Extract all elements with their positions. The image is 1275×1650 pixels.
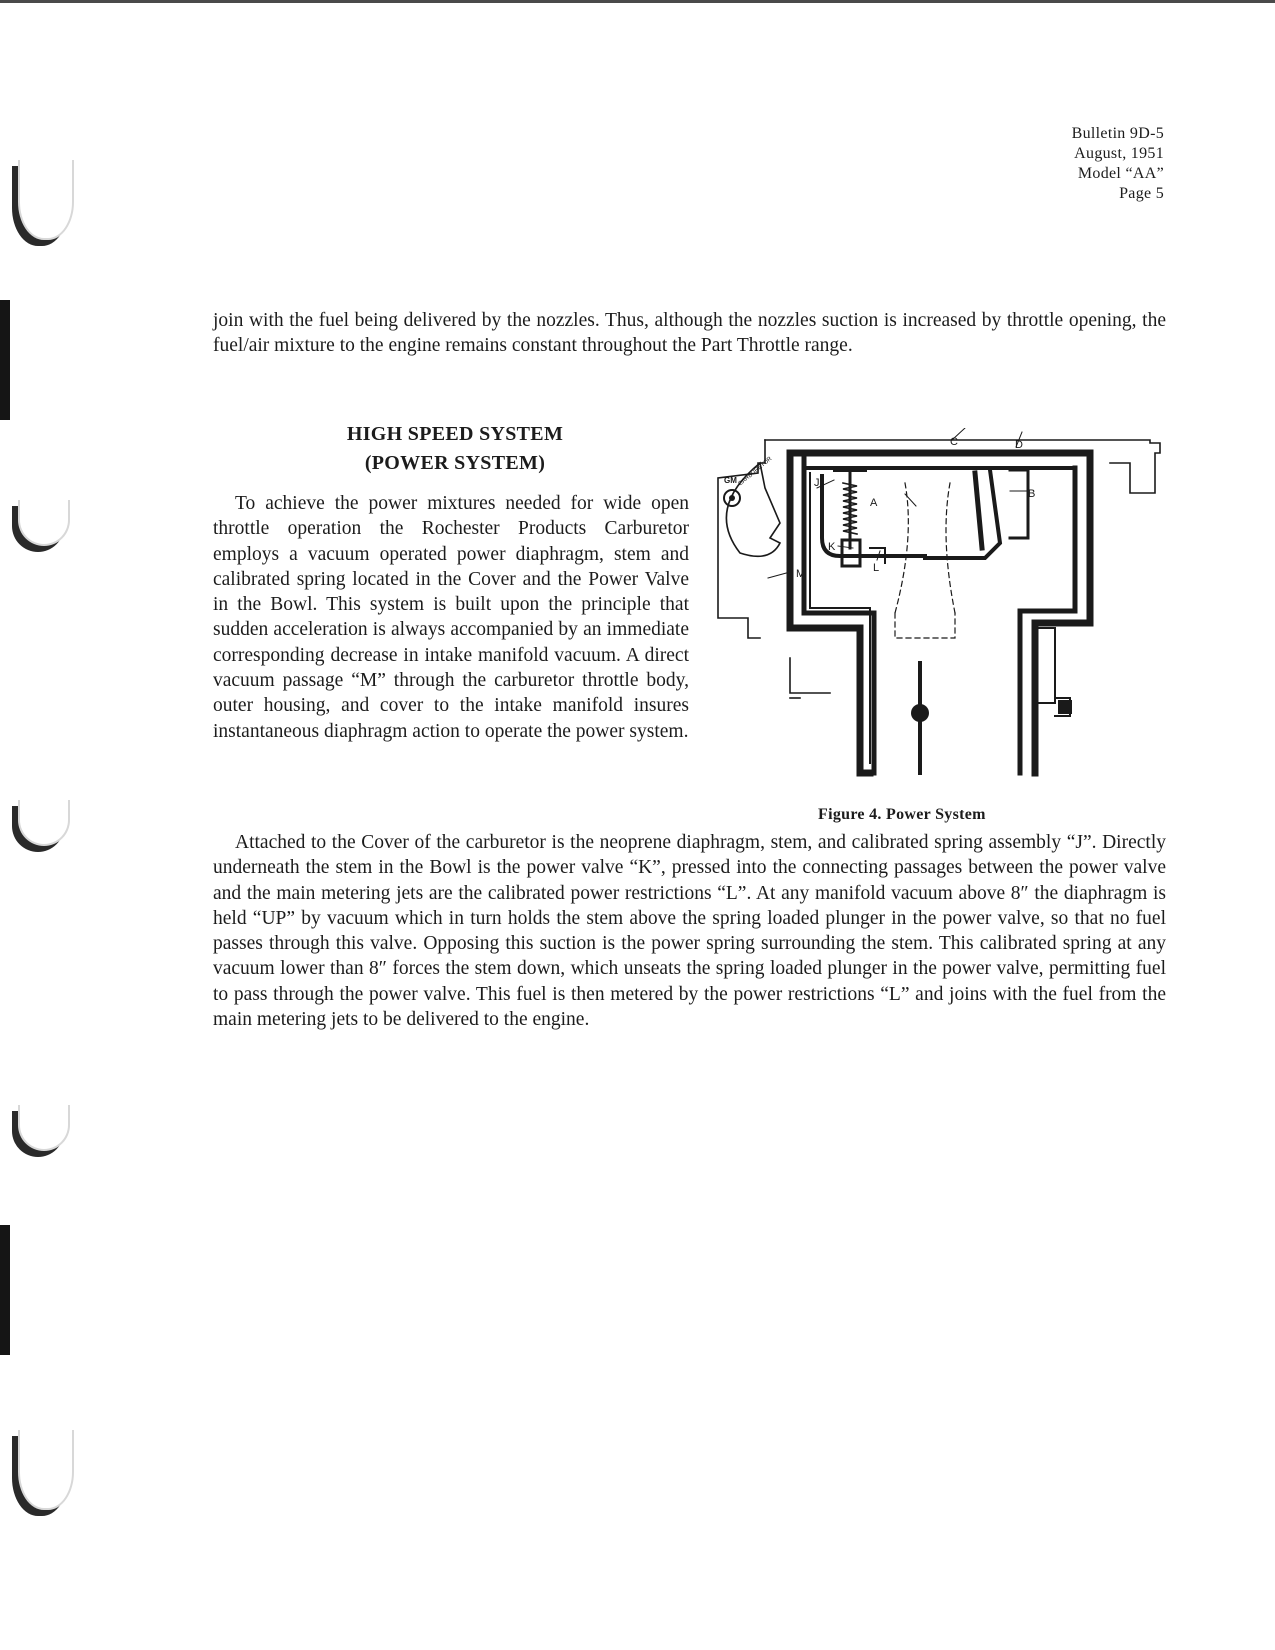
logo-gm: GM xyxy=(724,476,737,485)
binder-strip xyxy=(0,1225,10,1355)
bulletin-number: Bulletin 9D-5 xyxy=(1071,125,1164,142)
binder-hole xyxy=(18,1105,70,1151)
fitting-icon xyxy=(1058,700,1072,714)
scan-edge xyxy=(0,0,1275,3)
label-b: B xyxy=(1028,488,1036,500)
diaphragm-paragraph xyxy=(213,830,1166,1032)
bulletin-date: August, 1951 xyxy=(1074,145,1164,162)
label-c: C xyxy=(950,436,958,448)
label-m: M xyxy=(796,568,806,580)
binder-hole xyxy=(18,160,74,240)
continuation-paragraph: join with the fuel being delivered by the nozzles. Thus, although the nozzles suction is increased by throttle opening, the fuel/air mixture to the engine remains constant throughout the Part Throttle range. xyxy=(213,310,1166,357)
label-j: J xyxy=(814,477,820,489)
heading-line-1: HIGH SPEED SYSTEM xyxy=(346,423,564,445)
binder-hole xyxy=(18,800,70,846)
carburetor-diagram xyxy=(710,428,1166,808)
power-intro-paragraph: To achieve the power mixtures needed for wide open throttle operation the Rochester Products Carburetor employs a vacuum operated power diaphragm, stem and calibrated spring located in the Cover and the Power Valve in the Bowl. This system is built upon the principle that sudden acceleration is always accompanied by an immediate corresponding decrease in intake manifold vacuum. A direct vacuum passage “M” through the carburetor throttle body, outer housing, and cover to the intake manifold insures instantaneous diaphragm action to operate the power system. xyxy=(213,493,689,742)
gm-emblem-dot xyxy=(729,495,735,501)
section-heading xyxy=(310,420,600,478)
diaphragm-text: Attached to the Cover of the carburetor is the neoprene diaphragm, stem, and calibrated spring assembly “J”. Directly underneath the stem in the Bowl is the power valve “K”, pressed into the connecting passages between the power valve and the main metering jets are the calibrated power restrictions “L”. At any manifold vacuum above 8″ the diaphragm is held “UP” by vacuum which in turn holds the stem above the spring loaded plunger in the power valve, so that no fuel passes through this valve. Opposing this suction is the power spring surrounding the stem. This calibrated spring at any vacuum lower than 8″ forces the stem down, which unseats the spring loaded plunger in the power valve, permitting fuel to pass through the power valve. This fuel is then metered by the power restrictions “L” and joins with the fuel from the main metering jets to be delivered to the engine. xyxy=(213,832,1166,1031)
page-number: Page 5 xyxy=(1119,185,1164,202)
power-system-figure xyxy=(710,428,1166,808)
label-l: L xyxy=(873,562,880,574)
binder-strip xyxy=(0,300,10,420)
figure-caption: Figure 4. Power System xyxy=(818,806,986,823)
binder-hole xyxy=(18,1430,74,1510)
logo-carburetor: CARBURETOR xyxy=(737,455,774,488)
label-k: K xyxy=(828,541,836,553)
throttle-valve-icon xyxy=(911,704,929,722)
label-d: D xyxy=(1015,439,1023,451)
bulletin-header xyxy=(1072,124,1164,204)
heading-line-2: (POWER SYSTEM) xyxy=(364,452,546,474)
label-a: A xyxy=(870,497,878,509)
bulletin-model: Model “AA” xyxy=(1077,165,1164,182)
binder-hole xyxy=(18,500,70,546)
